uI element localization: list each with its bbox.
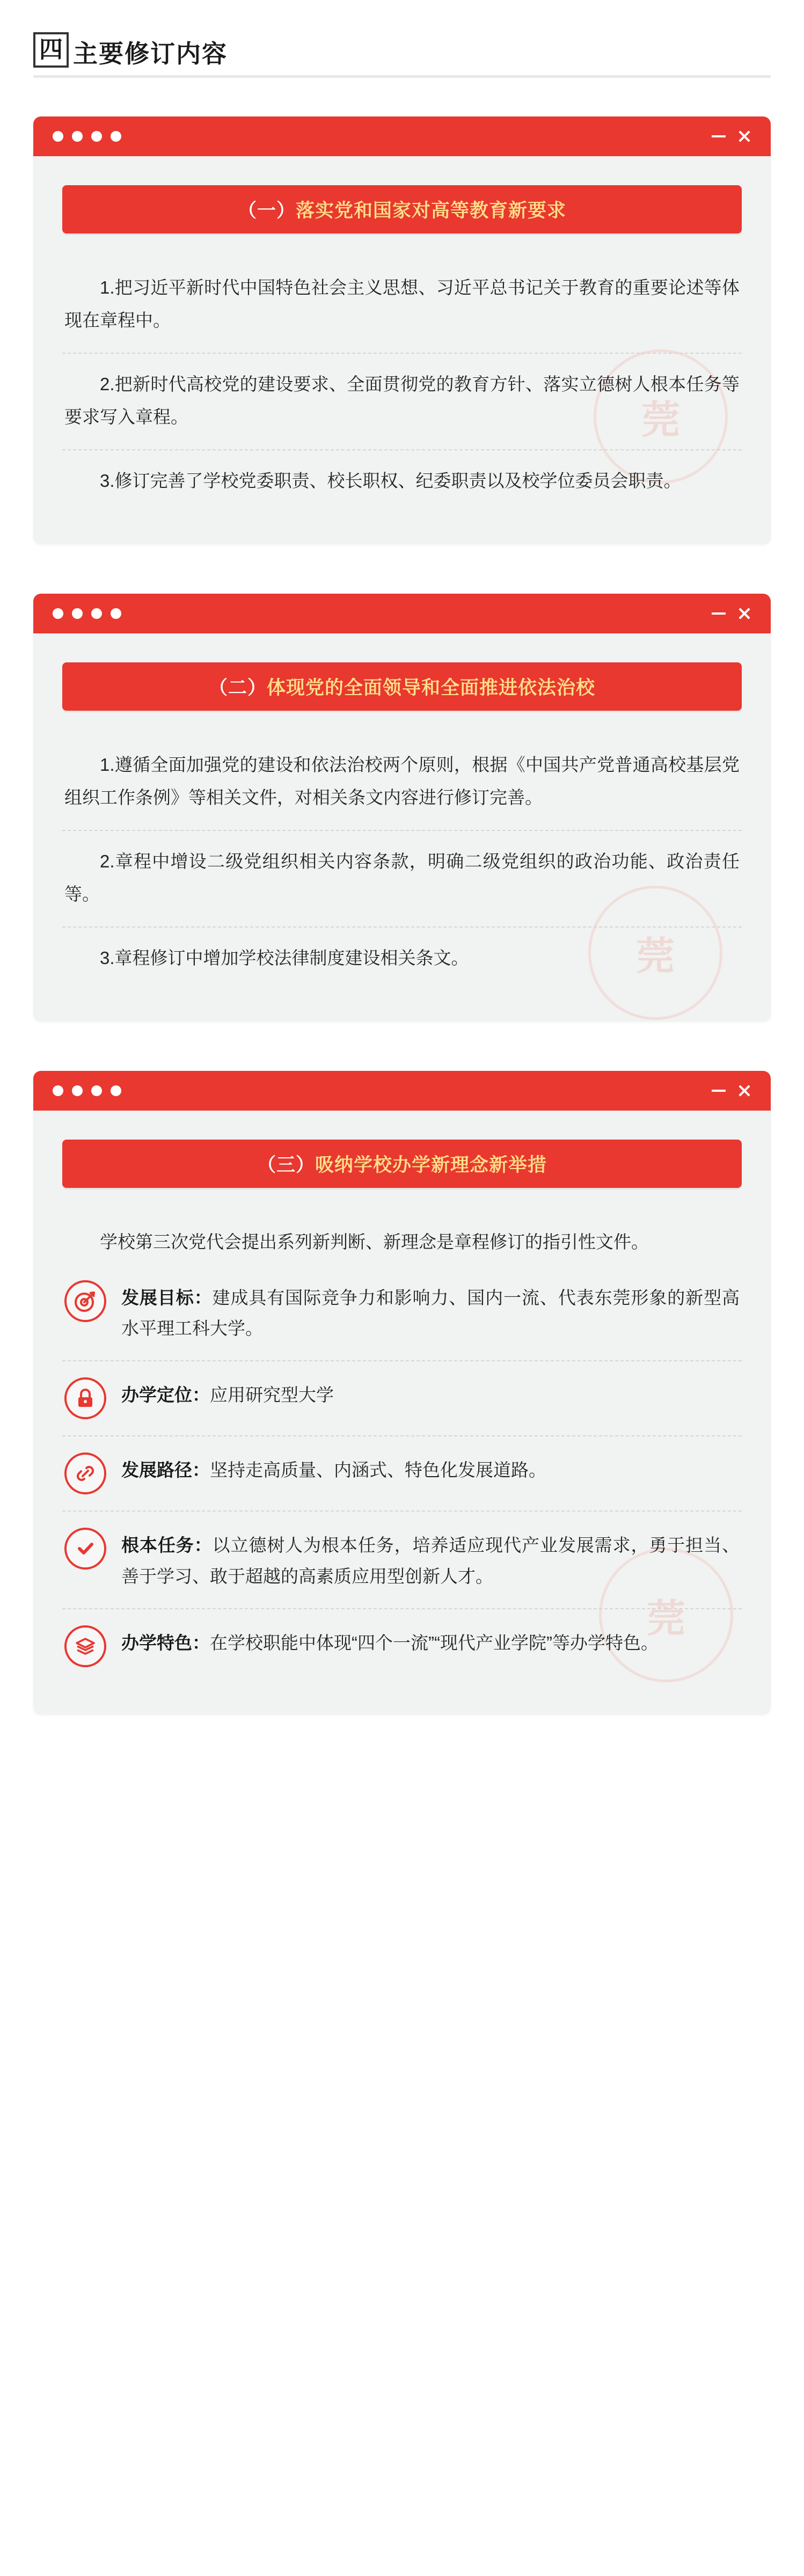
- window-dot-icon: [91, 608, 102, 619]
- section-number: 四: [33, 32, 69, 68]
- window-dot-icon: [91, 1085, 102, 1096]
- ribbon-prefix: （三）: [257, 1155, 315, 1176]
- ribbon-prefix: （二）: [208, 677, 267, 699]
- paragraph: 1.把习近平新时代中国特色社会主义思想、习近平总书记关于教育的重要论述等体现在章程中。: [62, 257, 742, 354]
- close-icon[interactable]: [737, 129, 751, 143]
- window-dot-icon: [53, 608, 63, 619]
- paragraph: 3.章程修订中增加学校法律制度建设相关条文。: [100, 948, 469, 968]
- window-dot-icon: [72, 131, 83, 142]
- window-dot-icon: [72, 608, 83, 619]
- window-dots: [53, 131, 121, 142]
- card-one: [33, 116, 771, 544]
- feature-text: [121, 1280, 740, 1345]
- feature-item: [62, 1264, 742, 1362]
- lock-icon: [64, 1377, 106, 1419]
- feature-value: 坚持走高质量、内涵式、特色化发展道路。: [210, 1460, 546, 1480]
- ribbon-text: 体现党的全面领导和全面推进依法治校: [267, 677, 596, 699]
- window-dot-icon: [111, 608, 121, 619]
- window-dot-icon: [72, 1085, 83, 1096]
- page-title: [33, 32, 771, 78]
- paragraph: 1.遵循全面加强党的建设和依法治校两个原则，根据《中国共产党普通高校基层党组织工作条例》等相关文件，对相关条文内容进行修订完善。: [62, 734, 742, 831]
- feature-item: [62, 1609, 742, 1683]
- section-title-text: 主要修订内容: [73, 40, 228, 68]
- feature-value: 建成具有国际竞争力和影响力、国内一流、代表东莞形象的新型高水平理工科大学。: [121, 1287, 740, 1339]
- minimize-icon[interactable]: [712, 612, 726, 615]
- window-dot-icon: [53, 131, 63, 142]
- window-controls: [712, 607, 751, 621]
- window-frame: [33, 1071, 771, 1714]
- link-icon: [64, 1453, 106, 1494]
- feature-text: [121, 1625, 659, 1659]
- check-circle-icon: [64, 1528, 106, 1570]
- close-icon[interactable]: [737, 1084, 751, 1098]
- window-controls: [712, 1084, 751, 1098]
- card-three-body: [33, 1111, 771, 1714]
- window-title-bar: [33, 594, 771, 633]
- feature-text: [121, 1528, 740, 1592]
- window-dots: [53, 608, 121, 619]
- card-three-ribbon-title: [62, 1140, 742, 1188]
- paragraph: 2.把新时代高校党的建设要求、全面贯彻党的教育方针、落实立德树人根本任务等要求写入章程。: [62, 354, 742, 450]
- window-dot-icon: [91, 131, 102, 142]
- minimize-icon[interactable]: [712, 1090, 726, 1092]
- feature-item: [62, 1361, 742, 1436]
- window-dot-icon: [111, 1085, 121, 1096]
- close-icon[interactable]: [737, 607, 751, 621]
- card-two-ribbon-title: [62, 662, 742, 711]
- window-title-bar: [33, 1071, 771, 1111]
- ribbon-text: 落实党和国家对高等教育新要求: [296, 200, 567, 221]
- card-two: [33, 594, 771, 1021]
- paragraph: 2.章程中增设二级党组织相关内容条款，明确二级党组织的政治功能、政治责任等。: [62, 831, 742, 928]
- window-frame: [33, 116, 771, 544]
- layers-icon: [64, 1625, 106, 1667]
- card-three: [33, 1071, 771, 1714]
- feature-item: [62, 1436, 742, 1512]
- feature-label: 发展路径：: [121, 1460, 210, 1480]
- window-title-bar: [33, 116, 771, 156]
- card-one-ribbon-title: [62, 185, 742, 233]
- feature-label: 根本任务：: [121, 1535, 213, 1556]
- seal-text: 莞: [635, 935, 675, 979]
- window-controls: [712, 129, 751, 143]
- feature-value: 应用研究型大学: [210, 1385, 334, 1405]
- window-dot-icon: [53, 1085, 63, 1096]
- card-one-body: [33, 156, 771, 544]
- feature-value: 在学校职能中体现“四个一流”“现代产业学院”等办学特色。: [210, 1632, 659, 1653]
- target-arrow-icon: [64, 1280, 106, 1322]
- feature-text: [121, 1377, 334, 1411]
- ribbon-prefix: （一）: [237, 200, 296, 221]
- feature-item: [62, 1512, 742, 1609]
- window-frame: [33, 594, 771, 1021]
- seal-text: 莞: [646, 1597, 685, 1640]
- window-dots: [53, 1085, 121, 1096]
- card-two-body: [33, 633, 771, 1021]
- feature-label: 办学特色：: [121, 1632, 210, 1653]
- paragraph: 3.修订完善了学校党委职责、校长职权、纪委职责以及校学位委员会职责。: [100, 471, 682, 491]
- feature-text: [121, 1453, 546, 1486]
- seal-text: 莞: [641, 399, 680, 442]
- feature-label: 办学定位：: [121, 1385, 210, 1405]
- window-dot-icon: [111, 131, 121, 142]
- feature-label: 发展目标：: [121, 1287, 213, 1308]
- minimize-icon[interactable]: [712, 135, 726, 137]
- card-three-intro: 学校第三次党代会提出系列新判断、新理念是章程修订的指引性文件。: [100, 1232, 649, 1252]
- ribbon-text: 吸纳学校办学新理念新举措: [315, 1155, 547, 1176]
- feature-value: 以立德树人为根本任务，培养适应现代产业发展需求，勇于担当、善于学习、敢于超越的高素质应用型创新人才。: [121, 1535, 740, 1586]
